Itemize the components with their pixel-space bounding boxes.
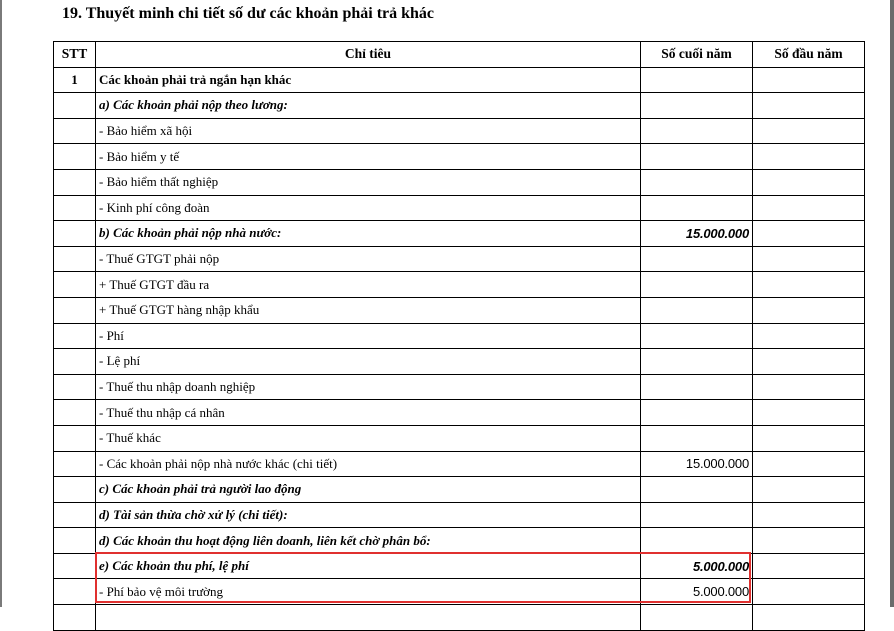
table-row <box>54 605 865 631</box>
table-row <box>54 144 865 170</box>
cell-beginning-of-year <box>753 93 865 119</box>
cell-stt <box>54 349 96 375</box>
cell-item-name: e) Các khoản thu phí, lệ phí <box>96 553 641 579</box>
cell-end-of-year <box>641 67 753 93</box>
cell-beginning-of-year <box>753 297 865 323</box>
cell-item-name: b) Các khoản phải nộp nhà nước: <box>96 221 641 247</box>
cell-beginning-of-year <box>753 144 865 170</box>
cell-stt <box>54 169 96 195</box>
cell-beginning-of-year <box>753 528 865 554</box>
table-row <box>54 323 865 349</box>
table-row <box>54 221 865 247</box>
table-row <box>54 349 865 375</box>
table-row <box>54 118 865 144</box>
cell-beginning-of-year <box>753 451 865 477</box>
cell-end-of-year <box>641 93 753 119</box>
table-row <box>54 297 865 323</box>
cell-stt <box>54 374 96 400</box>
cell-item-name: - Bảo hiểm thất nghiệp <box>96 169 641 195</box>
cell-end-of-year: 15.000.000 <box>641 221 753 247</box>
cell-end-of-year <box>641 425 753 451</box>
window-border-left <box>0 0 2 607</box>
cell-beginning-of-year <box>753 272 865 298</box>
table-row <box>54 528 865 554</box>
cell-beginning-of-year <box>753 67 865 93</box>
table-row <box>54 553 865 579</box>
cell-stt <box>54 553 96 579</box>
cell-item-name: - Phí <box>96 323 641 349</box>
cell-end-of-year <box>641 118 753 144</box>
cell-item-name: - Bảo hiểm y tế <box>96 144 641 170</box>
cell-beginning-of-year <box>753 477 865 503</box>
cell-end-of-year <box>641 246 753 272</box>
table-row <box>54 451 865 477</box>
cell-item-name: - Phí bảo vệ môi trường <box>96 579 641 605</box>
cell-beginning-of-year <box>753 169 865 195</box>
cell-beginning-of-year <box>753 553 865 579</box>
table-row <box>54 272 865 298</box>
cell-end-of-year <box>641 169 753 195</box>
cell-stt <box>54 93 96 119</box>
cell-item-name: - Thuế thu nhập cá nhân <box>96 400 641 426</box>
cell-stt <box>54 297 96 323</box>
cell-beginning-of-year <box>753 400 865 426</box>
cell-beginning-of-year <box>753 221 865 247</box>
table-row <box>54 195 865 221</box>
header-item: Chỉ tiêu <box>96 42 641 68</box>
cell-item-name: - Lệ phí <box>96 349 641 375</box>
cell-item-name: - Các khoản phải nộp nhà nước khác (chi tiết) <box>96 451 641 477</box>
cell-beginning-of-year <box>753 349 865 375</box>
cell-stt <box>54 323 96 349</box>
cell-stt <box>54 451 96 477</box>
cell-end-of-year <box>641 605 753 631</box>
cell-beginning-of-year <box>753 323 865 349</box>
cell-item-name: - Thuế GTGT phải nộp <box>96 246 641 272</box>
cell-beginning-of-year <box>753 425 865 451</box>
table-row <box>54 477 865 503</box>
cell-stt <box>54 579 96 605</box>
cell-stt <box>54 246 96 272</box>
table-row <box>54 374 865 400</box>
table-row <box>54 400 865 426</box>
cell-end-of-year <box>641 374 753 400</box>
cell-beginning-of-year <box>753 579 865 605</box>
cell-beginning-of-year <box>753 374 865 400</box>
cell-end-of-year <box>641 297 753 323</box>
cell-stt <box>54 425 96 451</box>
header-stt: STT <box>54 42 96 68</box>
cell-end-of-year <box>641 195 753 221</box>
cell-end-of-year: 15.000.000 <box>641 451 753 477</box>
cell-end-of-year <box>641 528 753 554</box>
table-row <box>54 579 865 605</box>
table-row <box>54 246 865 272</box>
cell-item-name: c) Các khoản phải trả người lao động <box>96 477 641 503</box>
table-header-row <box>54 42 865 68</box>
cell-stt: 1 <box>54 67 96 93</box>
cell-end-of-year <box>641 272 753 298</box>
header-beginning-of-year: Số đầu năm <box>753 42 865 68</box>
cell-stt <box>54 605 96 631</box>
cell-item-name: + Thuế GTGT hàng nhập khẩu <box>96 297 641 323</box>
cell-end-of-year <box>641 400 753 426</box>
cell-item-name: Các khoản phải trả ngắn hạn khác <box>96 67 641 93</box>
table-row <box>54 425 865 451</box>
cell-beginning-of-year <box>753 195 865 221</box>
cell-item-name: d) Tài sản thừa chờ xử lý (chi tiết): <box>96 502 641 528</box>
cell-stt <box>54 118 96 144</box>
table-row <box>54 502 865 528</box>
cell-item-name: d) Các khoản thu hoạt động liên doanh, liên kết chờ phân bổ: <box>96 528 641 554</box>
window-border-right <box>890 0 894 607</box>
cell-beginning-of-year <box>753 246 865 272</box>
cell-end-of-year: 5.000.000 <box>641 579 753 605</box>
cell-beginning-of-year <box>753 605 865 631</box>
cell-beginning-of-year <box>753 502 865 528</box>
cell-stt <box>54 400 96 426</box>
cell-item-name <box>96 605 641 631</box>
cell-item-name: + Thuế GTGT đầu ra <box>96 272 641 298</box>
cell-item-name: - Thuế khác <box>96 425 641 451</box>
cell-end-of-year <box>641 144 753 170</box>
cell-beginning-of-year <box>753 118 865 144</box>
section-title: 19. Thuyết minh chi tiết số dư các khoản phải trả khác <box>62 5 435 22</box>
table-row <box>54 67 865 93</box>
cell-stt <box>54 502 96 528</box>
cell-end-of-year <box>641 349 753 375</box>
cell-stt <box>54 528 96 554</box>
table-row <box>54 169 865 195</box>
table-row <box>54 93 865 119</box>
cell-stt <box>54 272 96 298</box>
cell-item-name: - Kinh phí công đoàn <box>96 195 641 221</box>
cell-stt <box>54 144 96 170</box>
header-end-of-year: Số cuối năm <box>641 42 753 68</box>
cell-stt <box>54 477 96 503</box>
cell-end-of-year <box>641 477 753 503</box>
cell-stt <box>54 195 96 221</box>
cell-end-of-year <box>641 502 753 528</box>
cell-end-of-year: 5.000.000 <box>641 553 753 579</box>
payables-table <box>53 41 865 631</box>
cell-end-of-year <box>641 323 753 349</box>
cell-item-name: - Thuế thu nhập doanh nghiệp <box>96 374 641 400</box>
cell-stt <box>54 221 96 247</box>
cell-item-name: - Bảo hiểm xã hội <box>96 118 641 144</box>
cell-item-name: a) Các khoản phải nộp theo lương: <box>96 93 641 119</box>
